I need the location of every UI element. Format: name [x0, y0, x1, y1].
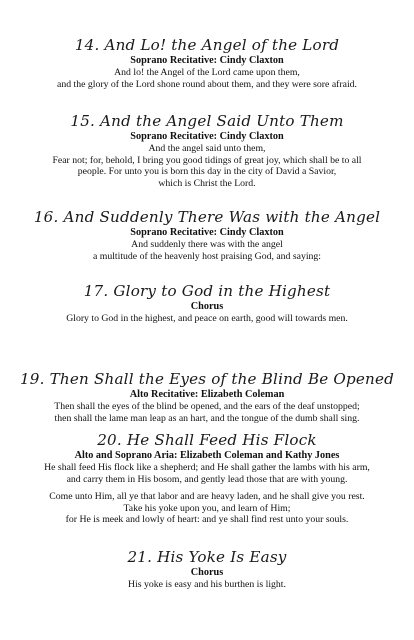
section-16 [0, 208, 414, 262]
section-17 [0, 282, 414, 325]
section-title: 14. And Lo! the Angel of the Lord [74, 36, 340, 54]
performer-credit: Alto Recitative: Elizabeth Coleman [129, 389, 285, 400]
lyric-line: which is Christ the Lord. [158, 177, 256, 189]
section-19 [0, 370, 414, 424]
lyric-line: And the angel said unto them, [148, 143, 266, 154]
performer-credit: Chorus [190, 301, 224, 312]
lyric-line: Come unto Him, all ye that labor and are heavy laden, and he shall give you rest. [49, 491, 365, 502]
section-title: 20. He Shall Feed His Flock [97, 431, 317, 449]
performer-credit: Soprano Recitative: Cindy Claxton [130, 55, 284, 66]
section-title: 19. Then Shall the Eyes of the Blind Be Opened [19, 370, 395, 388]
lyric-line: Fear not; for, behold, I bring you good tidings of great joy, which shall be to all [52, 154, 362, 166]
lyric-line: then shall the lame man leap as an hart, and the tongue of the dumb shall sing. [54, 412, 360, 424]
lyric-line: people. For unto you is born this day in the city of David a Savior, [77, 166, 337, 177]
performer-credit: Soprano Recitative: Cindy Claxton [130, 227, 284, 238]
section-title: 15. And the Angel Said Unto Them [70, 112, 344, 130]
section-21 [0, 548, 414, 591]
section-title: 21. His Yoke Is Easy [127, 548, 287, 566]
lyric-line: for He is meek and lowly of heart: and ye shall find rest unto your souls. [65, 514, 349, 525]
performer-credit: Soprano Recitative: Cindy Claxton [130, 131, 284, 142]
lyric-line: His yoke is easy and his burthen is light. [128, 579, 286, 590]
performer-credit: Chorus [190, 567, 224, 578]
lyric-line: He shall feed His flock like a shepherd; and He shall gather the lambs with his arm, [44, 462, 370, 473]
lyric-line: a multitude of the heavenly host praising God, and saying: [93, 250, 321, 262]
lyric-line: Glory to God in the highest, and peace on earth, good will towards men. [66, 313, 348, 324]
lyric-line: and carry them in His bosom, and gently lead those that are with young. [66, 473, 348, 485]
lyric-line: and the glory of the Lord shone round about them, and they were sore afraid. [57, 78, 357, 90]
performer-credit: Alto and Soprano Aria: Elizabeth Coleman and Kathy Jones [74, 450, 340, 461]
section-14 [0, 36, 414, 90]
lyric-line: Take his yoke upon you, and learn of Him; [123, 502, 291, 514]
lyric-line: Then shall the eyes of the blind be opened, and the ears of the deaf unstopped; [54, 401, 360, 412]
section-20 [0, 431, 414, 526]
section-title: 17. Glory to God in the Highest [83, 282, 331, 300]
section-15 [0, 112, 414, 189]
section-title: 16. And Suddenly There Was with the Angel [33, 208, 381, 226]
lyric-line: And lo! the Angel of the Lord came upon them, [114, 67, 300, 78]
lyric-line: And suddenly there was with the angel [131, 239, 283, 250]
